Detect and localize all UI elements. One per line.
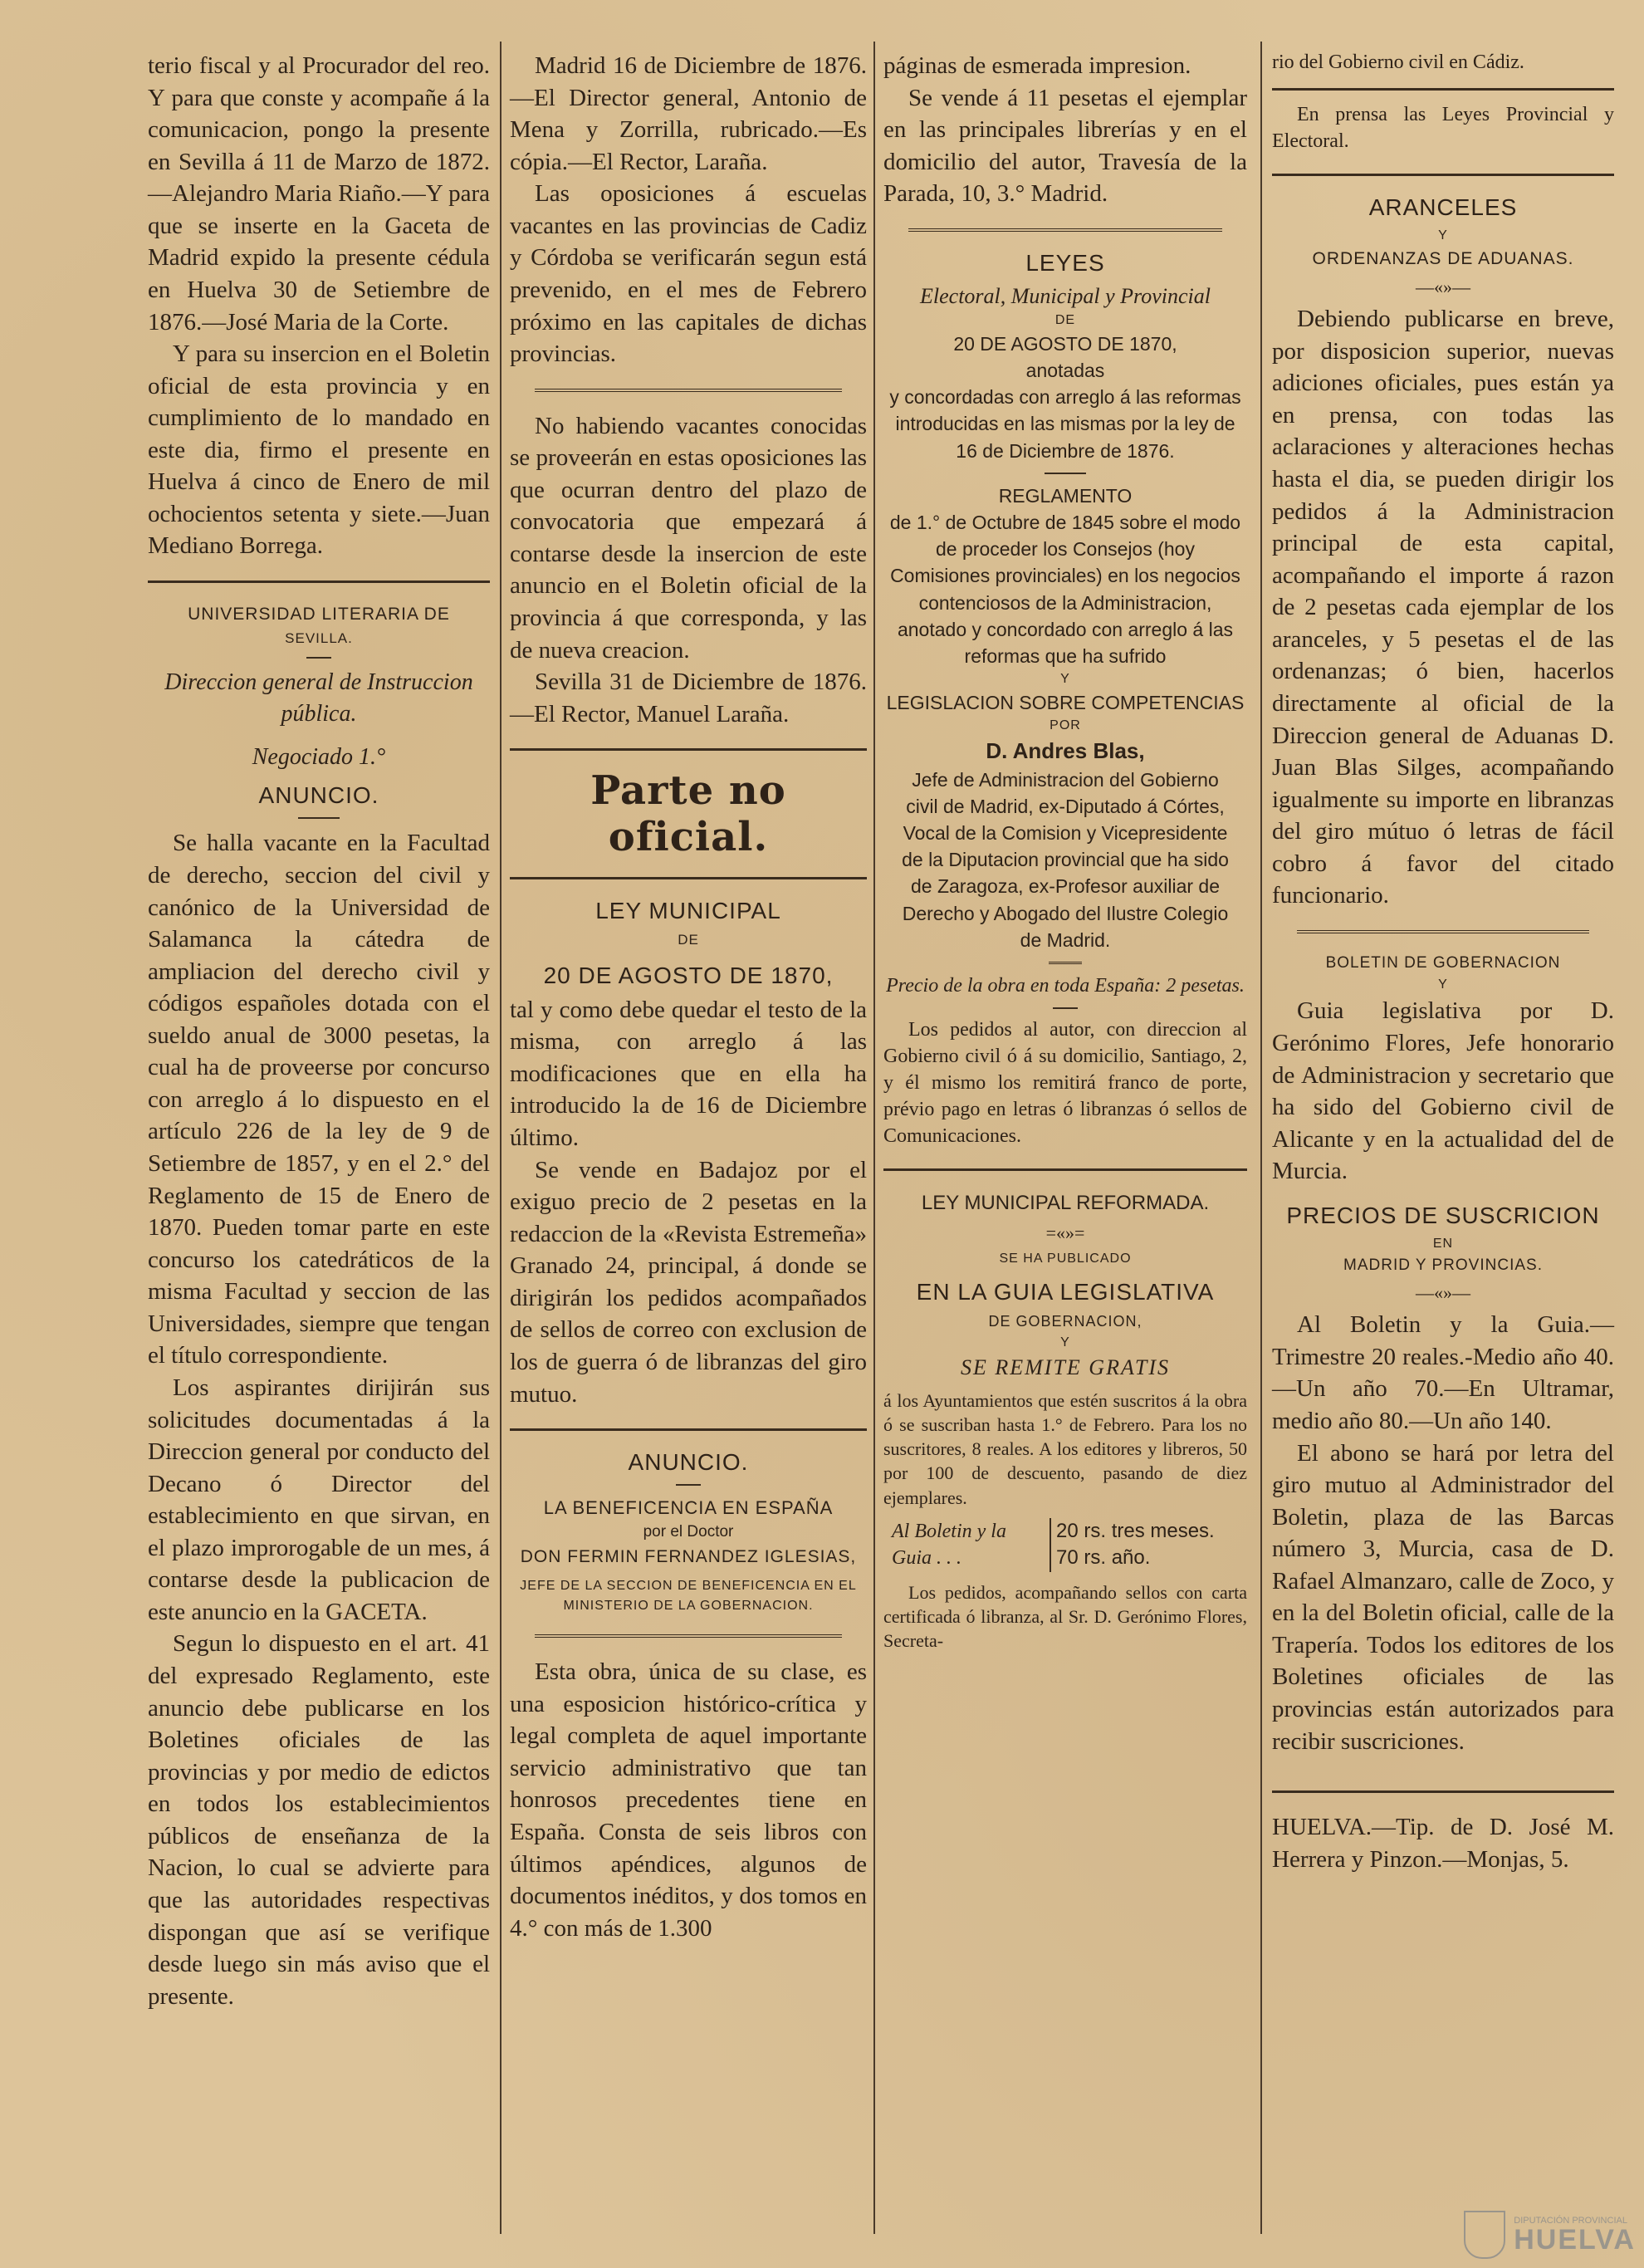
text-paragraph: Se vende en Badajoz por el exiguo precio de 2 pesetas en la redaccion de la «Revista Estremeña» Granado 24, principal, á donde se dirigirán los pedidos acompañados de sellos de correo con exclusion de los de guerra ó de libranzas del giro mutuo. bbox=[510, 1156, 867, 1408]
text-paragraph: Los pedidos, acompañando sellos con carta certificada ó libranza, al Sr. D. Gerónimo Flores, Secreta- bbox=[883, 1581, 1247, 1652]
column-divider bbox=[1260, 42, 1262, 2234]
column-2 bbox=[510, 50, 867, 1944]
divider bbox=[883, 1168, 1247, 1171]
divider bbox=[1053, 1007, 1078, 1009]
ornament: —«»— bbox=[1416, 277, 1470, 298]
text-paragraph: En prensa las Leyes Provincial y Electoral. bbox=[1272, 103, 1614, 152]
column-divider bbox=[500, 42, 502, 2234]
divider bbox=[148, 580, 490, 583]
conjunction: Y bbox=[1060, 672, 1070, 687]
ordenanzas-heading: ORDENANZAS DE ADUANAS. bbox=[1312, 248, 1574, 268]
law-title-de: DE bbox=[678, 932, 699, 948]
boletin-heading: BOLETIN DE GOBERNACION bbox=[1325, 953, 1561, 972]
text-paragraph: No habiendo vacantes conocidas se proveerán en estas oposiciones las que ocurran dentro del plazo de convocatoria que empezará á contarse desde la insercion de este anuncio en el Boletin oficial de la provincia á que corresponda, y las de nueva creacion. bbox=[510, 412, 867, 664]
legislacion-heading: LEGISLACION SOBRE COMPETENCIAS bbox=[886, 692, 1245, 714]
conjunction: Y bbox=[1060, 1335, 1070, 1350]
divider bbox=[535, 389, 842, 392]
divider bbox=[1049, 962, 1082, 964]
ornament: —«»— bbox=[1416, 1282, 1470, 1304]
divider bbox=[1297, 930, 1589, 933]
text-paragraph: terio fiscal y al Procurador del reo. Y para que conste y acompañe á la comunicacion, pongo la presente en Sevilla á 11 de Marzo de 1872.—Alejandro Maria Riaño.—Y para que se inserte en la Gaceta de Madrid expido la presente cédula en Huelva 30 de Setiembre de 1876.—José Maria de la Corte. bbox=[148, 52, 490, 336]
department-title: Direccion general de Instruccion pública. bbox=[164, 669, 473, 727]
anuncio-heading: ANUNCIO. bbox=[628, 1449, 749, 1476]
watermark-line: HUELVA bbox=[1514, 2224, 1636, 2256]
text-paragraph: Los pedidos al autor, con direccion al Gobierno civil ó á su domicilio, Santiago, 2, y él mismo los remitirá franco de porte, prévio pago en letras ó libranzas ó sellos de Comunicaciones. bbox=[883, 1019, 1247, 1148]
divider bbox=[298, 817, 340, 819]
price-label: Al Boletin y la bbox=[892, 1520, 1006, 1542]
text-paragraph: Las oposiciones á escuelas vacantes en las provincias de Cadiz y Córdoba se verificarán segun está prevenido, en el mes de Febrero próximo en las capitales de dichas provincias. bbox=[510, 180, 867, 368]
law-date: 20 DE AGOSTO DE 1870, bbox=[543, 962, 834, 988]
publicado-label: SE HA PUBLICADO bbox=[999, 1251, 1132, 1266]
divider bbox=[535, 1634, 842, 1638]
text-paragraph: Guia legislativa por D. Gerónimo Flores, Jefe honorario de Administracion y secretario que ha sido del Gobierno civil de Alicante y en la actualidad del de Murcia. bbox=[1272, 997, 1614, 1185]
en-label: EN bbox=[1432, 1236, 1454, 1251]
author-name: D. Andres Blas, bbox=[986, 738, 1145, 764]
text-paragraph: Se vende á 11 pesetas el ejemplar en las principales librerías y en el domicilio del autor, Travesía de la Parada, 10, 3.° Madrid. bbox=[883, 84, 1247, 208]
divider bbox=[908, 228, 1222, 232]
coat-of-arms-icon bbox=[1464, 2211, 1505, 2259]
law-title: LEY MUNICIPAL bbox=[595, 898, 781, 924]
column-divider bbox=[873, 42, 875, 2234]
text-paragraph: Los aspirantes dirijirán sus solicitudes documentadas á la Direccion general por conducto del Decano ó Director del establecimiento en que sirvan, en el plazo improrogable de un mes, á contarse desde la publicacion de este anuncio en la GACETA. bbox=[148, 1374, 490, 1625]
price-label: Guia . . . bbox=[892, 1547, 961, 1570]
leyes-anotadas: anotadas bbox=[1025, 360, 1105, 382]
text-paragraph: Madrid 16 de Diciembre de 1876.—El Director general, Antonio de Mena y Zorrilla, rubricado.—Es cópia.—El Rector, Laraña. bbox=[510, 52, 867, 175]
ornament: =«»= bbox=[1045, 1222, 1085, 1243]
text-paragraph: á los Ayuntamientos que estén suscritos á la obra ó se suscriban hasta 1.° de Febrero. Para los no suscritores, 8 reales. A los editores y libreros, 50 por 100 de descuento, pasando de diez ejemplares. bbox=[883, 1389, 1247, 1508]
book-author-title: JEFE DE LA SECCION DE BENEFICENCIA EN EL MINISTERIO DE LA GOBERNACION. bbox=[520, 1579, 857, 1614]
divider bbox=[1045, 473, 1086, 474]
negociado-label: Negociado 1.° bbox=[252, 743, 386, 770]
section-title: Parte no oficial. bbox=[590, 767, 786, 861]
leyes-de: DE bbox=[1054, 312, 1076, 327]
text-paragraph: tal y como debe quedar el testo de la misma, con arreglo á las modificaciones que en ella ha introducido la de 16 de Diciembre último. bbox=[510, 996, 867, 1151]
price-value: 20 rs. tres meses. bbox=[1056, 1519, 1215, 1542]
aranceles-heading: ARANCELES bbox=[1368, 193, 1518, 220]
text-paragraph: Debiendo publicarse en breve, por disposicion superior, nuevas adiciones oficiales, pues están ya en prensa, con todas las aclaraciones y alteraciones hechas hasta el dia, se pueden dirigir los pedidos á la Administracion principal de esta capital, acompañando el importe á razon de 2 pesetas cada ejemplar de los aranceles, y 5 pesetas el de las ordenanzas; ó bien, hacerlos directamente al oficial de la Direccion general de Aduanas D. Juan Blas Silges, acompañando igualmente su importe en libranzas del giro mútuo ó letras de fácil cobro á favor del citado funcionario. bbox=[1272, 306, 1614, 909]
leyes-concordadas: y concordadas con arreglo á las reformas introducidas en las mismas por la ley de 16 de Diciembre de 1876. bbox=[889, 386, 1241, 462]
divider bbox=[1272, 1790, 1614, 1793]
conjunction: Y bbox=[1438, 228, 1448, 242]
printer-imprint: HUELVA.—Tip. de D. José M. Herrera y Pinzon.—Monjas, 5. bbox=[1272, 1814, 1614, 1873]
reglamento-text: de 1.° de Octubre de 1845 sobre el modo de proceder los Consejos (hoy Comisiones provinciales) en los negocios contenciosos de la Administracion, anotado y concordado con arreglo á las reformas que ha sufrido bbox=[889, 512, 1241, 667]
price-line: Precio de la obra en toda España: 2 pesetas. bbox=[886, 975, 1245, 997]
leyes-heading: LEYES bbox=[1025, 249, 1105, 276]
section-heading: UNIVERSIDAD LITERARIA DE bbox=[188, 605, 450, 624]
column-4 bbox=[1272, 50, 1614, 1875]
madrid-provincias: MADRID Y PROVINCIAS. bbox=[1343, 1256, 1543, 1274]
column-3 bbox=[883, 50, 1247, 1653]
text-paragraph: Al Boletin y la Guia.—Trimestre 20 reales.-Medio año 40.—Un año 70.—En Ultramar, medio año 80.—Un año 140. bbox=[1272, 1311, 1614, 1434]
precios-heading: PRECIOS DE SUSCRICION bbox=[1286, 1202, 1600, 1228]
conjunction: Y bbox=[1438, 977, 1448, 992]
reglamento-heading: REGLAMENTO bbox=[998, 484, 1133, 507]
remite-gratis: SE REMITE GRATIS bbox=[961, 1354, 1170, 1379]
anuncio-heading: ANUNCIO. bbox=[258, 782, 379, 809]
book-byline: por el Doctor bbox=[643, 1523, 734, 1541]
price-table bbox=[892, 1518, 1247, 1572]
watermark-line: DIPUTACIÓN PROVINCIAL bbox=[1514, 2215, 1627, 2226]
ley-municipal-heading: LEY MUNICIPAL REFORMADA. bbox=[921, 1191, 1210, 1214]
leyes-date: 20 DE AGOSTO DE 1870, bbox=[953, 332, 1177, 355]
guia-heading: EN LA GUIA LEGISLATIVA bbox=[916, 1278, 1215, 1305]
text-paragraph: rio del Gobierno civil en Cádiz. bbox=[1272, 51, 1524, 73]
divider bbox=[510, 877, 867, 879]
text-paragraph: Sevilla 31 de Diciembre de 1876.—El Rector, Manuel Laraña. bbox=[510, 669, 867, 727]
text-paragraph: Esta obra, única de su clase, es una esposicion histórico-crítica y legal completa de aquel importante servicio administrativo que tan honrosos precedentes tiene en España. Consta de seis libros con últimos apéndices, algunos de documentos inéditos, y dos tomos en 4.° con más de 1.300 bbox=[510, 1658, 867, 1942]
gobernacion-label: DE GOBERNACION, bbox=[988, 1312, 1142, 1330]
divider bbox=[1272, 88, 1614, 91]
book-title: LA BENEFICENCIA EN ESPAÑA bbox=[543, 1497, 834, 1519]
text-paragraph: páginas de esmerada impresion. bbox=[883, 52, 1191, 79]
por-label: POR bbox=[1050, 718, 1081, 733]
archive-watermark bbox=[1387, 2210, 1636, 2260]
divider bbox=[510, 748, 867, 751]
section-subheading: SEVILLA. bbox=[285, 629, 353, 646]
divider bbox=[306, 657, 331, 659]
text-paragraph: Y para su insercion en el Boletin oficial de esta provincia y en cumplimiento de lo mandado en este dia, firmo el presente en Huelva á cinco de Enero de mil ochocientos setenta y siete.—Juan Mediano Borrega. bbox=[148, 340, 490, 560]
price-value: 70 rs. año. bbox=[1056, 1546, 1151, 1570]
divider bbox=[510, 1428, 867, 1431]
column-1 bbox=[148, 50, 490, 2012]
author-credentials: Jefe de Administracion del Gobierno civil de Madrid, ex-Diputado á Córtes, Vocal de la Comision y Vicepresidente de la Diputacion provincial que ha sido de Zaragoza, ex-Profesor auxiliar de Derecho y Abogado del Ilustre Colegio de Madrid. bbox=[902, 768, 1229, 951]
text-paragraph: El abono se hará por letra del giro mutuo al Administrador del Boletin, plaza de las Barcas número 3, Murcia, casa de D. Rafael Almanzaro, calle de Zoco, y en la del Boletin oficial, calle de la Trapería. Todos los editores de los Boletines oficiales de las provincias están autorizados para recibir suscriciones. bbox=[1272, 1439, 1614, 1755]
leyes-subtitle: Electoral, Municipal y Provincial bbox=[920, 283, 1211, 308]
text-paragraph: Segun lo dispuesto en el art. 41 del expresado Reglamento, este anuncio debe publicarse en los Boletines oficiales de las provincias y por medio de edictos en todos los establecimientos públicos de enseñanza de la Nacion, lo cual se advierte para que las autoridades respectivas dispongan que así se verifique desde luego sin más aviso que el presente. bbox=[148, 1630, 490, 2010]
divider bbox=[1272, 174, 1614, 176]
book-author: DON FERMIN FERNANDEZ IGLESIAS, bbox=[520, 1546, 857, 1566]
divider bbox=[676, 1484, 701, 1486]
text-paragraph: Se halla vacante en la Facultad de derecho, seccion del civil y canónico de la Universidad de Salamanca la cátedra de ampliacion del derecho civil y códigos españoles dotada con el sueldo anual de 3000 pesetas, la cual ha de proveerse por concurso con arreglo á lo dispuesto en el artículo 226 de la ley de 9 de Setiembre de 1857, y en el 2.° del Reglamento de 15 de Enero de 1870. Pueden tomar parte en este concurso los catedráticos de la misma Facultad y seccion de las Universidades, siempre que tengan el título correspondiente. bbox=[148, 830, 490, 1369]
